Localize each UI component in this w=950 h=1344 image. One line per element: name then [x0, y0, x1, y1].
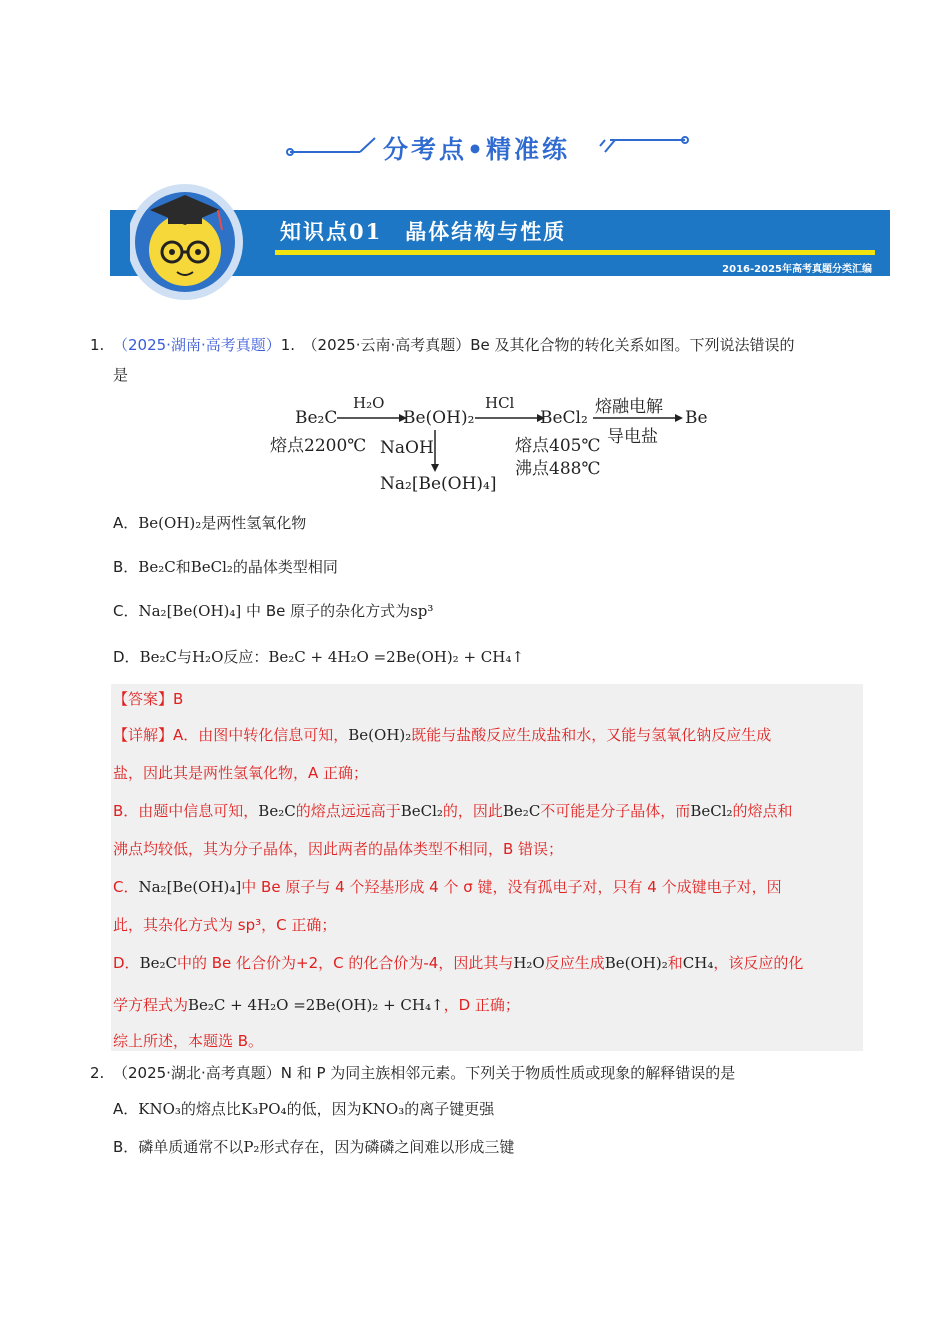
- q2-option-a[interactable]: A．KNO₃的熔点比K₃PO₄的低，因为KNO₃的离子键更强: [113, 1100, 495, 1118]
- diagram-arrow-1: [337, 412, 407, 424]
- diagram-conductive-salt: 导电盐: [607, 427, 658, 447]
- diagram-arrow-down: [429, 430, 441, 472]
- q2-option-b[interactable]: B．磷单质通常不以P₂形式存在，因为磷磷之间难以形成三键: [113, 1138, 515, 1156]
- diagram-be2c-mp: 熔点2200℃: [270, 436, 367, 456]
- detail-summary: 综上所述，本题选 B。: [113, 1032, 264, 1050]
- option-b[interactable]: B．Be₂C和BeCl₂的晶体类型相同: [113, 558, 338, 576]
- detail-c-line1: C．Na₂[Be(OH)₄]中 Be 原子与 4 个羟基形成 4 个 σ 键，没有孤电子对，只有 4 个成键电子对，因: [113, 878, 782, 896]
- question-1-stem: Be 及其化合物的转化关系如图。下列说法错误的: [470, 336, 795, 354]
- series-label: 2016-2025年高考真题分类汇编: [722, 264, 872, 275]
- question-1-stem-line2: 是: [113, 366, 129, 384]
- diagram-becl2-mp: 熔点405℃: [515, 436, 601, 456]
- diagram-electrolysis: 熔融电解: [595, 397, 663, 417]
- formula: Be₂C: [139, 648, 177, 666]
- question-2-number: 2.: [90, 1064, 105, 1082]
- detail-d-line2: 学方程式为Be₂C + 4H₂O =2Be(OH)₂ + CH₄↑，D 正确；: [113, 996, 520, 1014]
- formula: BeCl₂: [190, 558, 233, 576]
- question-1-source-yunnan: 1. （2025·云南·高考真题）: [280, 336, 471, 354]
- option-c[interactable]: C．Na₂[Be(OH)₄] 中 Be 原子的杂化方式为sp³: [113, 602, 434, 620]
- diagram-arrow-2: [475, 412, 545, 424]
- formula: Be(OH)₂: [138, 514, 202, 532]
- detail-b-line2: 沸点均较低，其为分子晶体，因此两者的晶体类型不相同，B 错误；: [113, 840, 564, 858]
- formula: Be₂C: [138, 558, 176, 576]
- section-title: 知识点01 晶体结构与性质: [280, 219, 567, 244]
- formula: sp³: [410, 602, 434, 620]
- banner-title: 分考点•精准练: [383, 135, 570, 164]
- diagram-becl2: BeCl₂: [540, 408, 588, 428]
- answer-label: 【答案】B: [113, 690, 184, 708]
- formula: P₂: [243, 1138, 260, 1156]
- section-underline: [275, 250, 875, 255]
- diagram-beoh2: Be(OH)₂: [403, 408, 475, 428]
- mascot-icon: [130, 180, 260, 310]
- question-1-stem-line1: [113, 334, 795, 356]
- diagram-product: Na₂[Be(OH)₄]: [380, 474, 497, 494]
- diagram-h2o: H₂O: [353, 394, 385, 412]
- question-2-stem: （2025·湖北·高考真题）N 和 P 为同主族相邻元素。下列关于物质性质或现象的解释错误的是: [113, 1064, 736, 1082]
- detail-c-line2: 此，其杂化方式为 sp³，C 正确；: [113, 916, 337, 934]
- diagram-becl2-bp: 沸点488℃: [515, 459, 601, 479]
- option-d[interactable]: D．Be₂C与H₂O反应：Be₂C + 4H₂O =2Be(OH)₂ + CH₄↑: [113, 648, 524, 666]
- formula: H₂O: [191, 648, 224, 666]
- equation: Be₂C + 4H₂O =2Be(OH)₂ + CH₄↑: [268, 648, 524, 666]
- detail-a-line2: 盐，因此其是两性氢氧化物，A 正确；: [113, 764, 369, 782]
- diagram-naoh: NaOH: [380, 438, 434, 458]
- question-1-number: 1.: [90, 336, 105, 354]
- diagram-hcl: HCl: [485, 394, 515, 412]
- formula: KNO₃: [138, 1100, 181, 1118]
- detail-b-line1: B．由题中信息可知，Be₂C的熔点远远高于BeCl₂的，因此Be₂C不可能是分子晶体，而BeCl₂的熔点和: [113, 802, 793, 820]
- formula: K₃PO₄: [240, 1100, 287, 1118]
- detail-a-line1: 【详解】A．由图中转化信息可知，Be(OH)₂既能与盐酸反应生成盐和水，又能与氢氧化钠反应生成: [113, 726, 772, 744]
- formula: Na₂[Be(OH)₄]: [138, 602, 242, 620]
- formula: KNO₃: [361, 1100, 405, 1118]
- diagram-be2c: Be₂C: [295, 408, 338, 428]
- detail-d-line1: D．Be₂C中的 Be 化合价为+2，C 的化合价为-4，因此其与H₂O反应生成Be(OH)₂和CH₄，该反应的化: [113, 954, 804, 972]
- option-a[interactable]: A．Be(OH)₂是两性氢氧化物: [113, 514, 307, 532]
- question-1-source-hunan: （2025·湖南·高考真题）: [113, 336, 281, 354]
- conversion-diagram: [265, 390, 715, 500]
- diagram-be: Be: [685, 408, 708, 428]
